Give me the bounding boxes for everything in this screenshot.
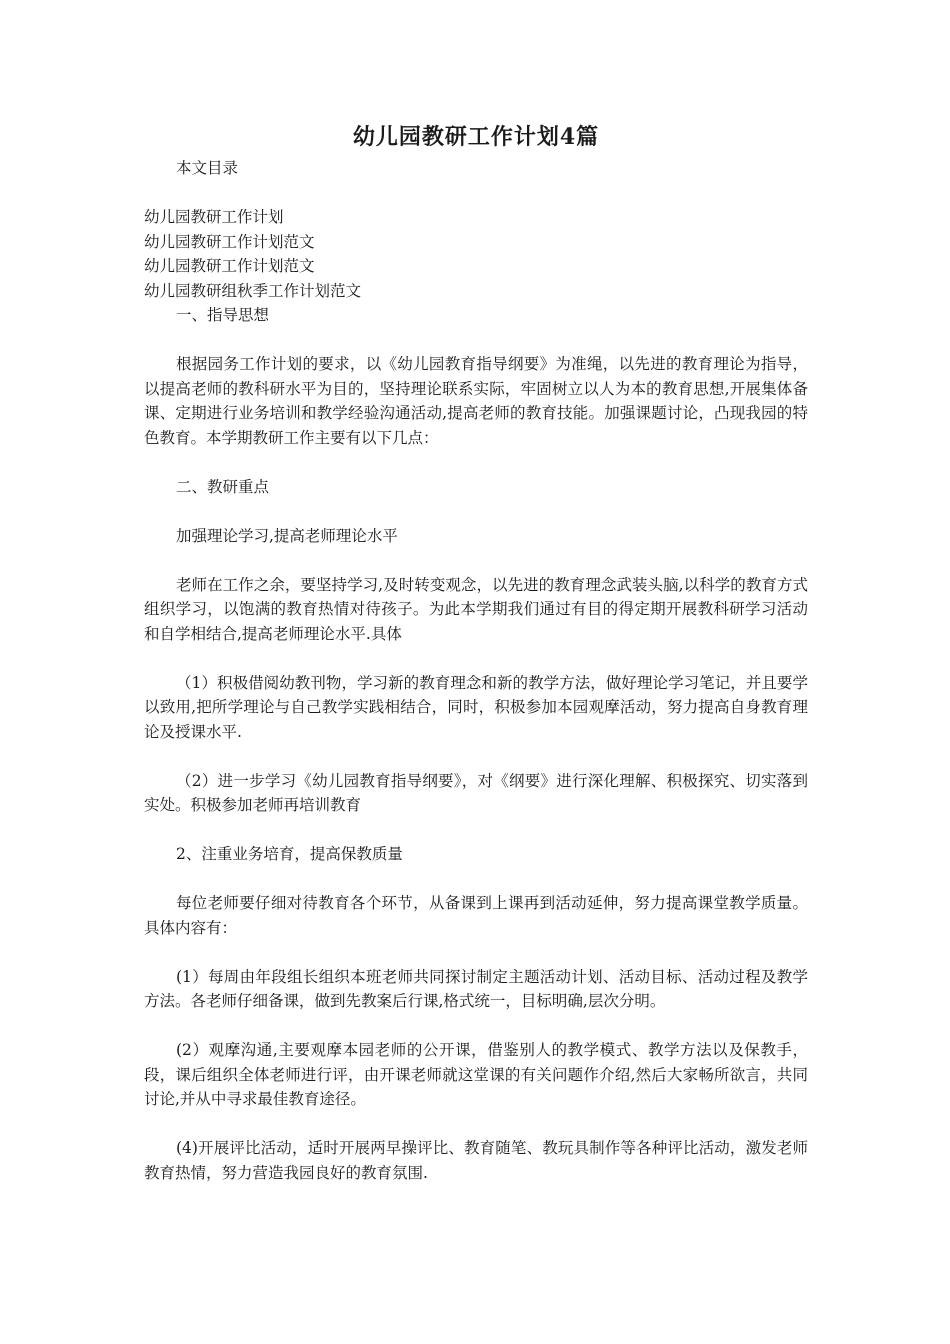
paragraph: 每位老师要仔细对待教育各个环节，从备课到上课再到活动延伸，努力提高课堂教学质量。具体内容有： [144,894,808,937]
spacer [144,818,808,843]
spacer [144,499,808,524]
spacer [144,450,808,475]
spacer [144,646,808,671]
toc-heading: 本文目录 [176,159,239,177]
document-title: 幼儿园教研工作计划4篇 [352,124,600,150]
document-page [144,120,808,1185]
toc-item[interactable]: 幼儿园教研工作计划 [144,208,284,226]
spacer [144,181,808,206]
spacer [144,1112,808,1137]
spacer [144,548,808,573]
spacer [144,328,808,353]
subsection-heading: 加强理论学习,提高老师理论水平 [176,526,398,545]
paragraph: 根据园务工作计划的要求，以《幼儿园教育指导纲要》为准绳，以先进的教育理论为指导，以提高老师的教科研水平为目的，坚持理论联系实际，牢固树立以人为本的教育思想,开展集体备课、定期进行业务培训和教学经验沟通活动,提高老师的教育技能。加强课题讨论，凸现我园的特色教育。本学期教研工作主要有以下几点： [144,355,808,447]
spacer [144,867,808,892]
section-heading: 二、教研重点 [176,477,270,496]
spacer [144,1014,808,1039]
paragraph: （2）进一步学习《幼儿园教育指导纲要》，对《纲要》进行深化理解、积极探究、切实落到实处。积极参加老师再培训教育 [144,771,808,814]
toc-item[interactable]: 幼儿园教研工作计划范文 [144,232,315,251]
toc-item[interactable]: 幼儿园教研工作计划范文 [144,257,315,275]
section-heading: 一、指导思想 [176,306,270,324]
paragraph: (2）观摩沟通,主要观摩本园老师的公开课，借鉴别人的教学模式、教学方法以及保教手，段，课后组织全体老师进行评，由开课老师就这堂课的有关问题作介绍,然后大家畅所欲言，共同讨论,并从中寻求最佳教育途径。 [144,1041,808,1108]
spacer [144,744,808,769]
paragraph: (1）每周由年段组长组织本班老师共同探讨制定主题活动计划、活动目标、活动过程及教学方法。各老师仔细备课，做到先教案后行课,格式统一，目标明确,层次分明。 [144,967,808,1010]
toc-list [144,205,808,303]
spacer [144,940,808,965]
paragraph: 老师在工作之余，要坚持学习,及时转变观念，以先进的教育理念武装头脑,以科学的教育方式组织学习，以饱满的教育热情对待孩子。为此本学期我们通过有目的得定期开展教科研学习活动和自学相结合,提高老师理论水平.具体 [144,575,808,643]
paragraph: (4)开展评比活动，适时开展两早操评比、教育随笔、教玩具制作等各种评比活动，激发老师教育热情，努力营造我园良好的教育氛围. [144,1139,808,1182]
subsection-heading: 2、注重业务培育，提高保教质量 [176,845,403,863]
toc-item[interactable]: 幼儿园教研组秋季工作计划范文 [144,281,362,300]
paragraph: （1）积极借阅幼教刊物，学习新的教育理念和新的教学方法，做好理论学习笔记，并且要学以致用,把所学理论与自己教学实践相结合，同时，积极参加本园观摩活动，努力提高自身教育理论及授课水平. [144,673,808,741]
